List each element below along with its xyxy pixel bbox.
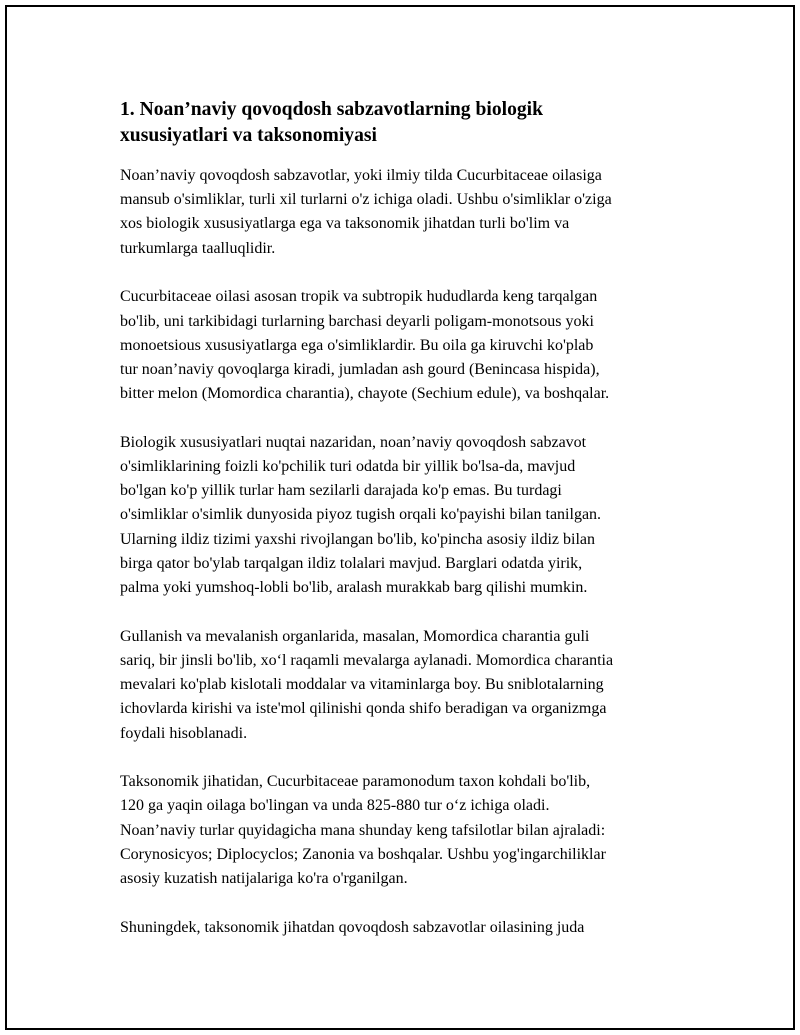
paragraph-biology: Biologik xususiyatlari nuqtai nazaridan, noan’naviy qovoqdosh sabzavot o'simliklarining foizli ko'pchilik turi odatda bir yillik bo'lsa-da, mavjud bo'lgan ko'p yillik turlar ham sezilarli darajada ko'p emas. Bu turdagi o'simliklar o'simlik dunyosida piyoz tugish orqali ko'payishi bilan tanilgan. Ularning ildiz tizimi yaxshi rivojlangan bo'lib, ko'pincha asosiy ildiz bilan birga qator bo'ylab tarqalgan ildiz tolalari mavjud. Barglari odatda yirik, palma yoki yumshoq-lobli bo'lib, aralash murakkab barg qilishi mumkin. [120, 433, 602, 597]
paragraph-flowering: Gullanish va mevalanish organlarida, masalan, Momordica charantia guli sariq, bir jinsli bo'lib, xo‘l raqamli mevalarga aylanadi. Momordica charantia mevalari ko'plab kislotali moddalar va vitaminlarga boy. Bu sniblotalarning ichovlarda kirishi va iste'mol qilinishi qonda shifo beradigan va organizmga foydali hisoblanadi. [120, 627, 614, 742]
document-content [120, 97, 700, 964]
paragraph-distribution: Cucurbitaceae oilasi asosan tropik va subtropik hududlarda keng tarqalgan bo'lib, uni tarkibidagi turlarning barchasi deyarli poligam-monotsous yoki monoetsious xususiyatlarga ega o'simliklardir. Bu oila ga kiruvchi ko'plab tur noan’naviy qovoqlarga kiradi, jumladan ash gourd (Benincasa hispida), bitter melon (Momordica charantia), chayote (Sechium edule), va boshqalar. [120, 288, 610, 403]
paragraph-intro: Noan’naviy qovoqdosh sabzavotlar, yoki ilmiy tilda Cucurbitaceae oilasiga mansub o'simliklar, turli xil turlarni o'z ichiga oladi. Ushbu o'simliklar o'ziga xos biologik xususiyatlarga ega va taksonomik jihatdan turli bo'lim va turkumlarga taalluqlidir. [120, 167, 612, 257]
paragraph-continued: Shuningdek, taksonomik jihatdan qovoqdosh sabzavotlar oilasining juda [120, 918, 585, 936]
paragraph-taxonomy: Taksonomik jihatidan, Cucurbitaceae paramonodum taxon kohdali bo'lib, 120 ga yaqin oilaga bo'lingan va unda 825-880 tur o‘z ichiga oladi. Noan’naviy turlar quyidagicha mana shunday keng tafsilotlar bilan ajraladi: Corynosicyos; Diplocyclos; Zanonia va boshqalar. Ushbu yog'ingarchiliklar asosiy kuzatish natijalariga ko'ra o'rganilgan. [120, 773, 606, 888]
section-heading: 1. Noan’naviy qovoqdosh sabzavotlarning biologik xususiyatlari va taksonomiyasi [120, 99, 544, 146]
document-page [5, 5, 795, 1030]
